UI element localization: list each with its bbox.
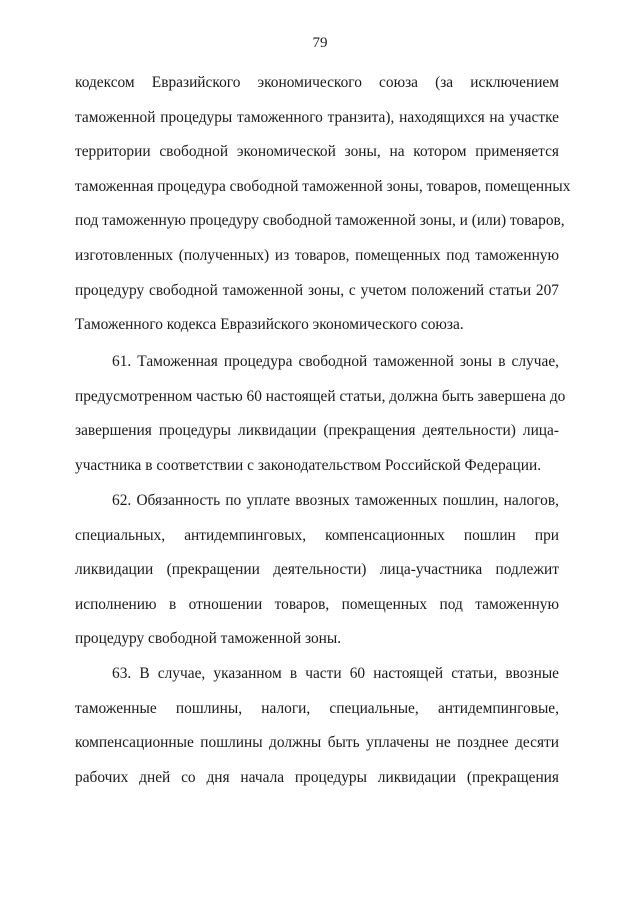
text-line: компенсационные пошлины должны быть уплачены не позднее десяти [75, 734, 559, 752]
text-line: предусмотренном частью 60 настоящей статьи, должна быть завершена до [75, 387, 566, 405]
text-line: исполнению в отношении товаров, помещенных под таможенную [75, 595, 559, 613]
text-line: завершения процедуры ликвидации (прекращения деятельности) лица- [75, 422, 559, 440]
text-line: кодексом Евразийского экономического союза (за исключением [75, 74, 559, 91]
paragraph-63 [75, 665, 559, 803]
text-line: рабочих дней со дня начала процедуры ликвидации (прекращения [75, 768, 559, 786]
text-line: участника в соответствии с законодательством Российской Федерации. [75, 456, 542, 474]
paragraph-62 [75, 492, 559, 665]
text-line: таможенной процедуры таможенного транзита), находящихся на участке [75, 108, 559, 126]
text-line: специальных, антидемпинговых, компенсационных пошлин при [75, 526, 559, 544]
page-number: 79 [312, 35, 328, 51]
text-line: процедуру свободной таможенной зоны. [75, 630, 342, 648]
text-line: ликвидации (прекращении деятельности) лица-участника подлежит [75, 561, 559, 579]
text-line: территории свободной экономической зоны, на котором применяется [75, 143, 559, 161]
text-line: процедуру свободной таможенной зоны, с учетом положений статьи 207 [75, 281, 559, 299]
text-line: 61. Таможенная процедура свободной таможенной зоны в случае, [112, 353, 559, 370]
text-line: 63. В случае, указанном в части 60 настоящей статьи, ввозные [112, 665, 559, 682]
paragraph-61 [75, 353, 566, 491]
text-line: таможенные пошлины, налоги, специальные, антидемпинговые, [75, 699, 559, 717]
text-line: Таможенного кодекса Евразийского экономического союза. [75, 316, 464, 334]
text-line: 62. Обязанность по уплате ввозных таможенных пошлин, налогов, [112, 492, 559, 509]
text-line: таможенная процедура свободной таможенной зоны, товаров, помещенных [75, 177, 571, 195]
paragraph-continuation [75, 74, 571, 351]
text-line: изготовленных (полученных) из товаров, помещенных под таможенную [75, 246, 559, 264]
text-line: под таможенную процедуру свободной таможенной зоны, и (или) товаров, [75, 212, 565, 230]
